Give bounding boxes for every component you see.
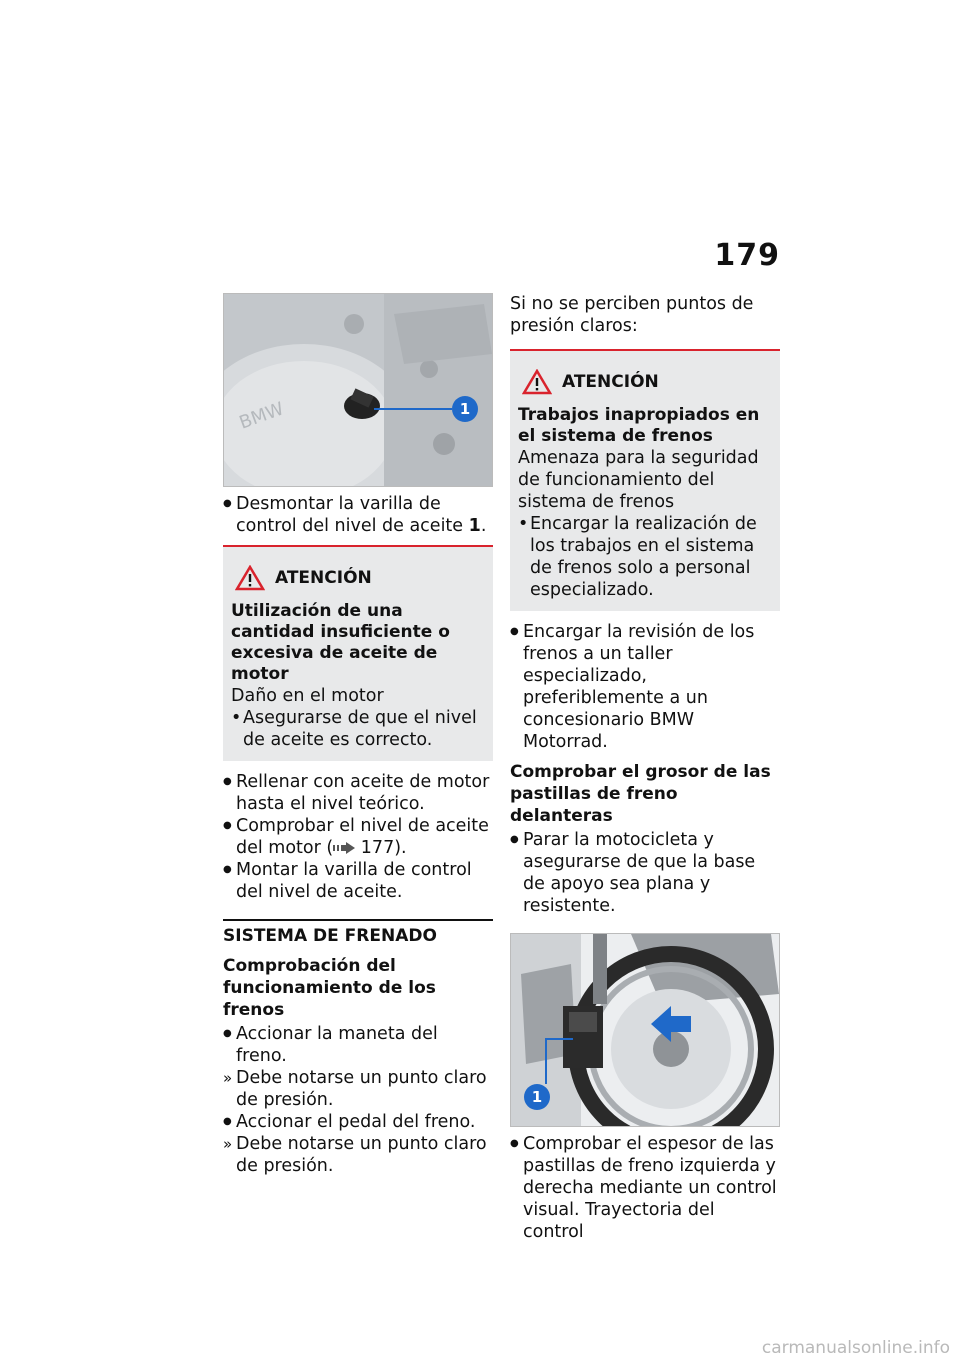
- brake-step: ● Accionar el pedal del freno.: [223, 1111, 493, 1133]
- step-refill-oil: ● Rellenar con aceite de motor hasta el nivel teórico.: [223, 771, 493, 815]
- step-install-dipstick: ● Montar la varilla de control del nivel de aceite.: [223, 859, 493, 903]
- warning-triangle-icon: [522, 369, 552, 395]
- subsection-title: Comprobación del funcionamiento de los frenos: [223, 956, 436, 1020]
- step-text: Desmontar la varilla de control del nivel de aceite: [236, 494, 469, 536]
- reference-arrow-icon: [333, 842, 355, 854]
- warning-action: • Encargar la realización de los trabajos en el sistema de frenos solo a personal especializado.: [518, 513, 772, 601]
- brake-result: » Debe notarse un punto claro de presión.: [223, 1133, 493, 1177]
- step-check-oil-level: [223, 815, 493, 859]
- callout-reference: 1: [468, 516, 481, 536]
- front-brake-photo: [510, 933, 780, 1127]
- warning-heading: Trabajos inapropiados en el sistema de frenos: [518, 405, 760, 446]
- brake-result: » Debe notarse un punto claro de presión.: [223, 1067, 493, 1111]
- intro-text: Si no se perciben puntos de presión claros:: [510, 294, 754, 336]
- warning-header: [522, 369, 772, 395]
- callout-1-label: 1: [459, 400, 471, 418]
- step-inspect-pads: ● Comprobar el espesor de las pastillas de freno izquierda y derecha mediante un control visual. Trayectoria del control: [510, 1133, 780, 1243]
- svg-text:BMW: BMW: [236, 398, 287, 434]
- subsection-title: Comprobar el grosor de las pastillas de freno delanteras: [510, 762, 771, 826]
- callout-1-badge: [524, 1084, 550, 1110]
- watermark-footer: carmanualsonline.info: [761, 1338, 950, 1358]
- warning-heading: Utilización de una cantidad insuficiente o excesiva de aceite de motor: [231, 601, 450, 684]
- page-reference[interactable]: 177).: [360, 838, 407, 858]
- section-title: SISTEMA DE FRENADO: [223, 919, 493, 947]
- engine-illustration: [224, 294, 492, 486]
- warning-box-brakes: [510, 349, 780, 611]
- step-remove-dipstick: [223, 493, 493, 537]
- warning-title: ATENCIÓN: [562, 372, 659, 392]
- step-workshop-check: ● Encargar la revisión de los frenos a un taller especializado, preferiblemente a un concesionario BMW Motorrad.: [510, 621, 780, 753]
- left-column: [223, 293, 493, 1177]
- brake-step: ● Accionar la maneta del freno.: [223, 1023, 493, 1067]
- engine-oil-dipstick-photo: [223, 293, 493, 487]
- warning-consequence: Daño en el motor: [231, 686, 384, 706]
- warning-header: [235, 565, 485, 591]
- brake-caliper-illustration: [511, 934, 779, 1126]
- callout-1-label: 1: [531, 1088, 543, 1106]
- warning-triangle-icon: [235, 565, 265, 591]
- callout-1-badge: [452, 396, 478, 422]
- warning-consequence: Amenaza para la seguridad de funcionamiento del sistema de frenos: [518, 448, 759, 512]
- step-park-motorcycle: ● Parar la motocicleta y asegurarse de que la base de apoyo sea plana y resistente.: [510, 829, 780, 917]
- right-column: [510, 293, 780, 1243]
- warning-box-oil: [223, 545, 493, 761]
- page-number: 179: [714, 238, 780, 273]
- warning-title: ATENCIÓN: [275, 568, 372, 588]
- step-end: .: [480, 516, 487, 536]
- step-text: Comprobar el nivel de aceite del motor (: [236, 816, 489, 858]
- warning-action: • Asegurarse de que el nivel de aceite es correcto.: [231, 707, 485, 751]
